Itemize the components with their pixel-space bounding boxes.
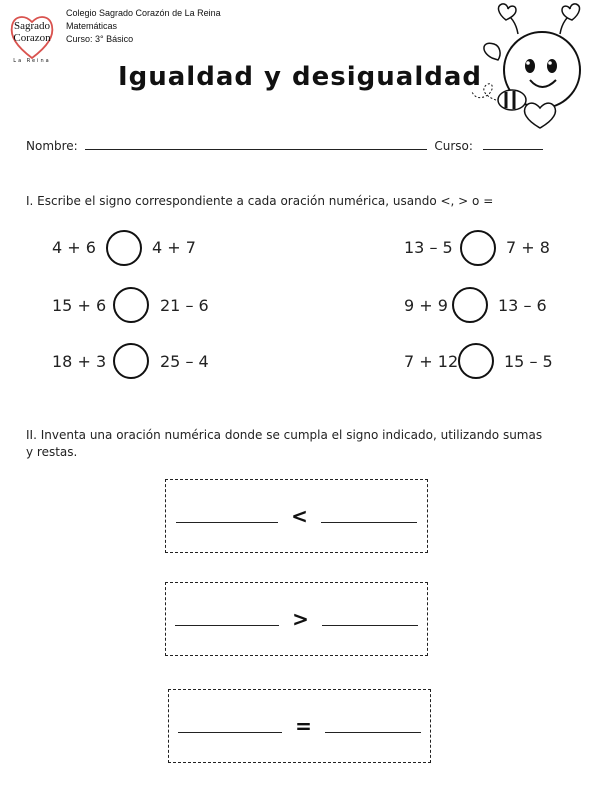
equals-sign: = (295, 714, 312, 738)
answer-circle[interactable] (113, 287, 149, 323)
school-name: Colegio Sagrado Corazón de La Reina (66, 8, 221, 18)
expr-left-b-1: 4 + 7 (152, 238, 196, 257)
subject: Matemáticas (66, 21, 118, 31)
answer-blank[interactable] (175, 611, 279, 626)
answer-circle[interactable] (460, 230, 496, 266)
expr-right-b-3: 15 – 5 (504, 352, 553, 371)
inequality-box-greater (165, 582, 428, 656)
expr-left-a-1: 4 + 6 (52, 238, 96, 257)
name-row (26, 139, 543, 153)
name-label: Nombre: (26, 139, 78, 153)
answer-circle[interactable] (458, 343, 494, 379)
expr-right-a-2: 9 + 9 (404, 296, 448, 315)
equality-box (168, 689, 431, 763)
answer-circle[interactable] (106, 230, 142, 266)
course-label: Curso: (434, 139, 473, 153)
logo-text-2: Corazon (13, 32, 51, 44)
answer-blank[interactable] (178, 718, 282, 733)
expr-right-a-3: 7 + 12 (404, 352, 459, 371)
answer-blank[interactable] (325, 718, 421, 733)
expr-left-a-3: 18 + 3 (52, 352, 107, 371)
answer-circle[interactable] (113, 343, 149, 379)
section1-instruction: I. Escribe el signo correspondiente a cada oración numérica, usando <, > o = (26, 194, 494, 208)
less-than-sign: < (291, 504, 308, 528)
expr-right-b-2: 13 – 6 (498, 296, 547, 315)
answer-blank[interactable] (321, 508, 417, 523)
expr-left-b-3: 25 – 4 (160, 352, 209, 371)
bee-illustration (470, 0, 595, 135)
expr-left-b-2: 21 – 6 (160, 296, 209, 315)
school-info (66, 7, 221, 46)
logo-text-1: Sagrado (13, 20, 51, 32)
section2-instruction-2: y restas. (26, 445, 78, 459)
inequality-box-less (165, 479, 428, 553)
expr-right-b-1: 7 + 8 (506, 238, 550, 257)
course-level: Curso: 3° Básico (66, 34, 134, 44)
logo-text-3: La Reina (13, 58, 51, 64)
expr-right-a-1: 13 – 5 (404, 238, 453, 257)
name-line[interactable] (85, 139, 427, 150)
answer-blank[interactable] (322, 611, 418, 626)
answer-circle[interactable] (452, 287, 488, 323)
page-title: Igualdad y desigualdad (117, 62, 483, 92)
expr-left-a-2: 15 + 6 (52, 296, 107, 315)
answer-blank[interactable] (176, 508, 278, 523)
course-line[interactable] (483, 139, 543, 150)
school-logo (6, 6, 58, 68)
section2-instruction-1: II. Inventa una oración numérica donde se cumpla el signo indicado, utilizando sumas (26, 428, 543, 442)
greater-than-sign: > (292, 607, 309, 631)
